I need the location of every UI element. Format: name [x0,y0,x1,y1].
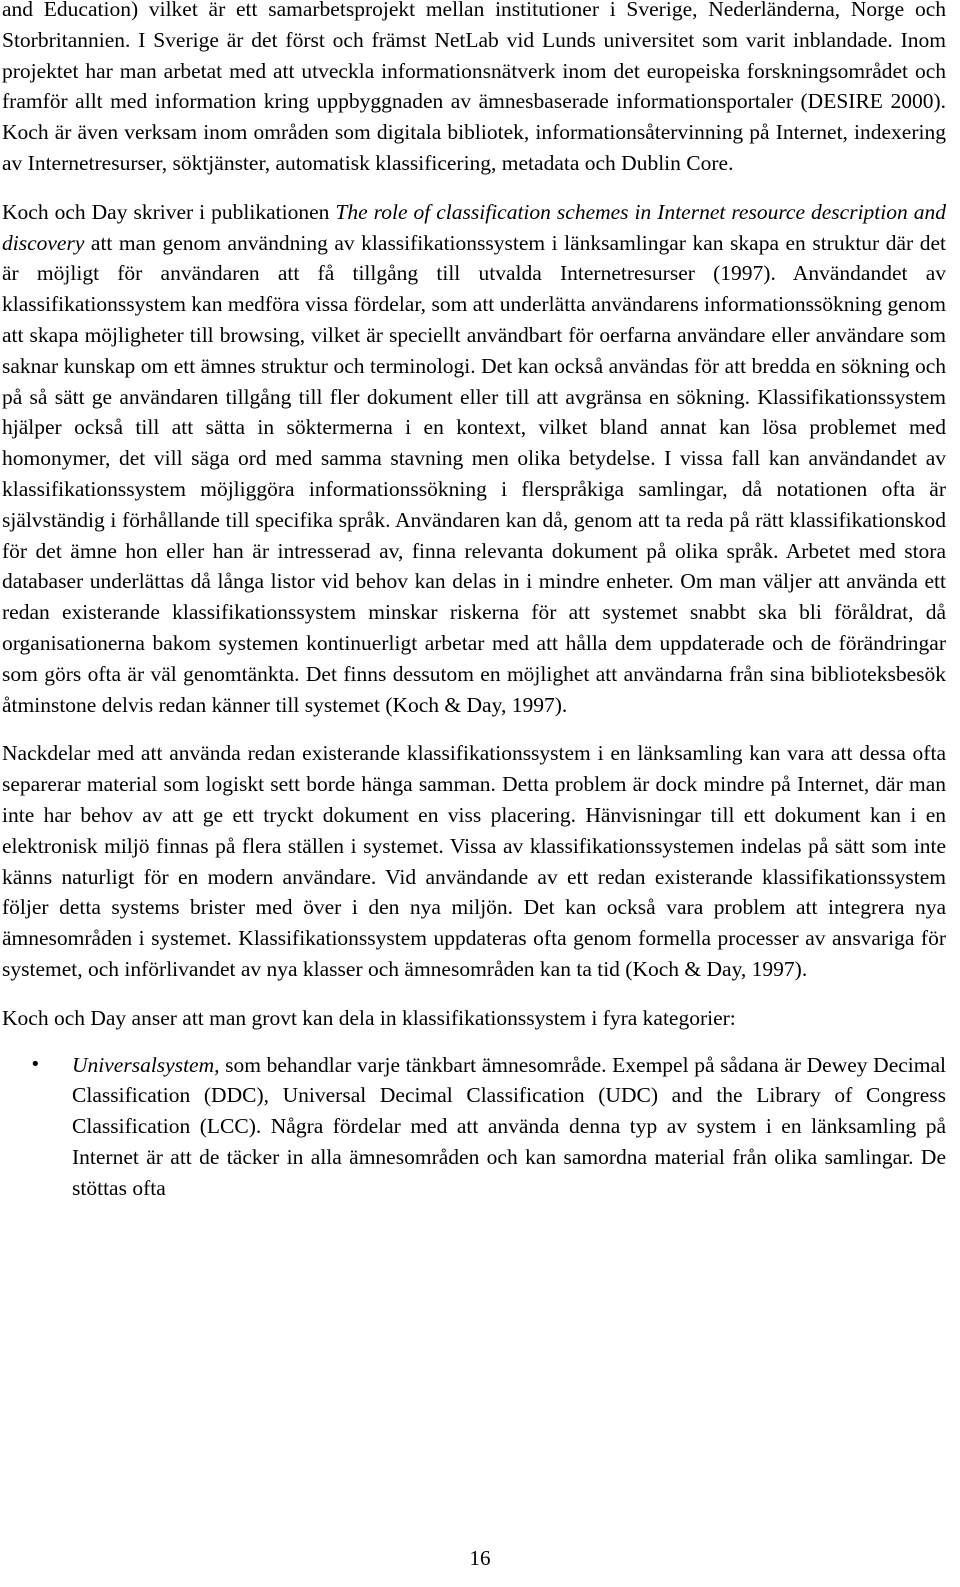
paragraph-classification-disadvantages: Nackdelar med att använda redan existerande klassifikationssystem i en länksamling kan vara att dessa ofta separerar material som logiskt sett borde hänga samman. Detta problem är dock mindre på Internet, där man inte har behov av att ge ett tryckt dokument en viss placering. Hänvisningar till ett dokument kan i en elektronisk miljö finnas på flera ställen i systemet. Vissa av klassifikationssystemen indelas på sätt som inte känns naturligt för en modern användare. Vid användande av ett redan existerande klassifikationssystem följer detta systems brister med över i den nya miljön. Det kan också vara problem att integrera nya ämnesområden i systemet. Klassifikationssystem uppdateras ofta genom formella processer av ansvariga för systemet, och införlivandet av nya klasser och ämnesområden kan ta tid (Koch & Day, 1997). [2,741,946,981]
bullet-icon: • [30,1053,41,1075]
category-term: Universalsystem [72,1052,215,1077]
paragraph-text: att man genom användning av klassifikationssystem i länksamlingar kan skapa en struktur där det är möjligt för användaren att få tillgång till utvalda Internetresurser (1997). Användandet av klassifikationssystem kan medföra vissa fördelar, som att underlätta användarens informationssökning genom att skapa möjligheter till browsing, vilket är speciellt användbart för oerfarna användare eller användare som saknar kunskap om ett ämnes struktur och terminologi. Det kan också användas för att bredda en sökning och på så sätt ge användaren tillgång till fler dokument eller till att avgränsa en sökning. Klassifikationssystem hjälper också till att sätta in söktermerna i en kontext, vilket bland annat kan lösa problemet med homonymer, det vill säga ord med samma stavning men olika betydelse. I vissa fall kan användandet av klassifikationssystem möjliggöra informationssökning i flerspråkiga samlingar, då notationen ofta är självständig i förhållande till specifika språk. Användaren kan då, genom att ta reda på rätt klassifikationskod för det ämne hon eller han är intresserad av, finna relevanta dokument på olika språk. Arbetet med stora databaser underlättas då långa listor vid behov kan delas in i mindre enheter. Om man väljer att använda ett redan existerande klassifikationssystem minskar riskerna för att systemet snabbt ska bli föråldrat, då organisationerna bakom systemen kontinuerligt arbetar med att hålla dem uppdaterade och de förändringar som görs ofta är väl genomtänkta. Det finns dessutom en möjlighet att användarna från sina biblioteksbesök åtminstone delvis redan känner till systemet (Koch & Day, 1997). [2,230,946,717]
body-text [2,0,946,1203]
category-list [2,1050,946,1204]
category-description: , som behandlar varje tänkbart ämnesområde. Exempel på sådana är Dewey Decimal Classification (DDC), Universal Decimal Classification (UDC) and the Library of Congress Classification (LCC). Några fördelar med att använda denna typ av system i en länksamling på Internet är att de täcker in alla ämnesområden och kan samordna material från olika samlingar. De stöttas ofta [72,1052,946,1200]
paragraph-classification-advantages [2,197,946,721]
page-number: 16 [469,1546,491,1570]
paragraph-categories-intro: Koch och Day anser att man grovt kan dela in klassifikationssystem i fyra kategorier: [2,1005,736,1030]
paragraph-text: Koch och Day skriver i publikationen [2,199,336,224]
list-item [2,1050,946,1204]
paragraph-desire-project: and Education) vilket är ett samarbetsprojekt mellan institutioner i Sverige, Nederländerna, Norge och Storbritannien. I Sverige är det först och främst NetLab vid Lunds universitet som varit inblandade. Inom projektet har man arbetat med att utveckla informationsnätverk inom det europeiska forskningsområdet och framför allt med information kring uppbyggnaden av ämnesbaserade informationsportaler (DESIRE 2000). Koch är även verksam inom områden som digitala bibliotek, informationsåtervinning på Internet, indexering av Internetresurser, söktjänster, automatisk klassificering, metadata och Dublin Core. [2,0,946,175]
publication-title: The role of classification schemes in Internet resource description and discovery [2,199,947,255]
